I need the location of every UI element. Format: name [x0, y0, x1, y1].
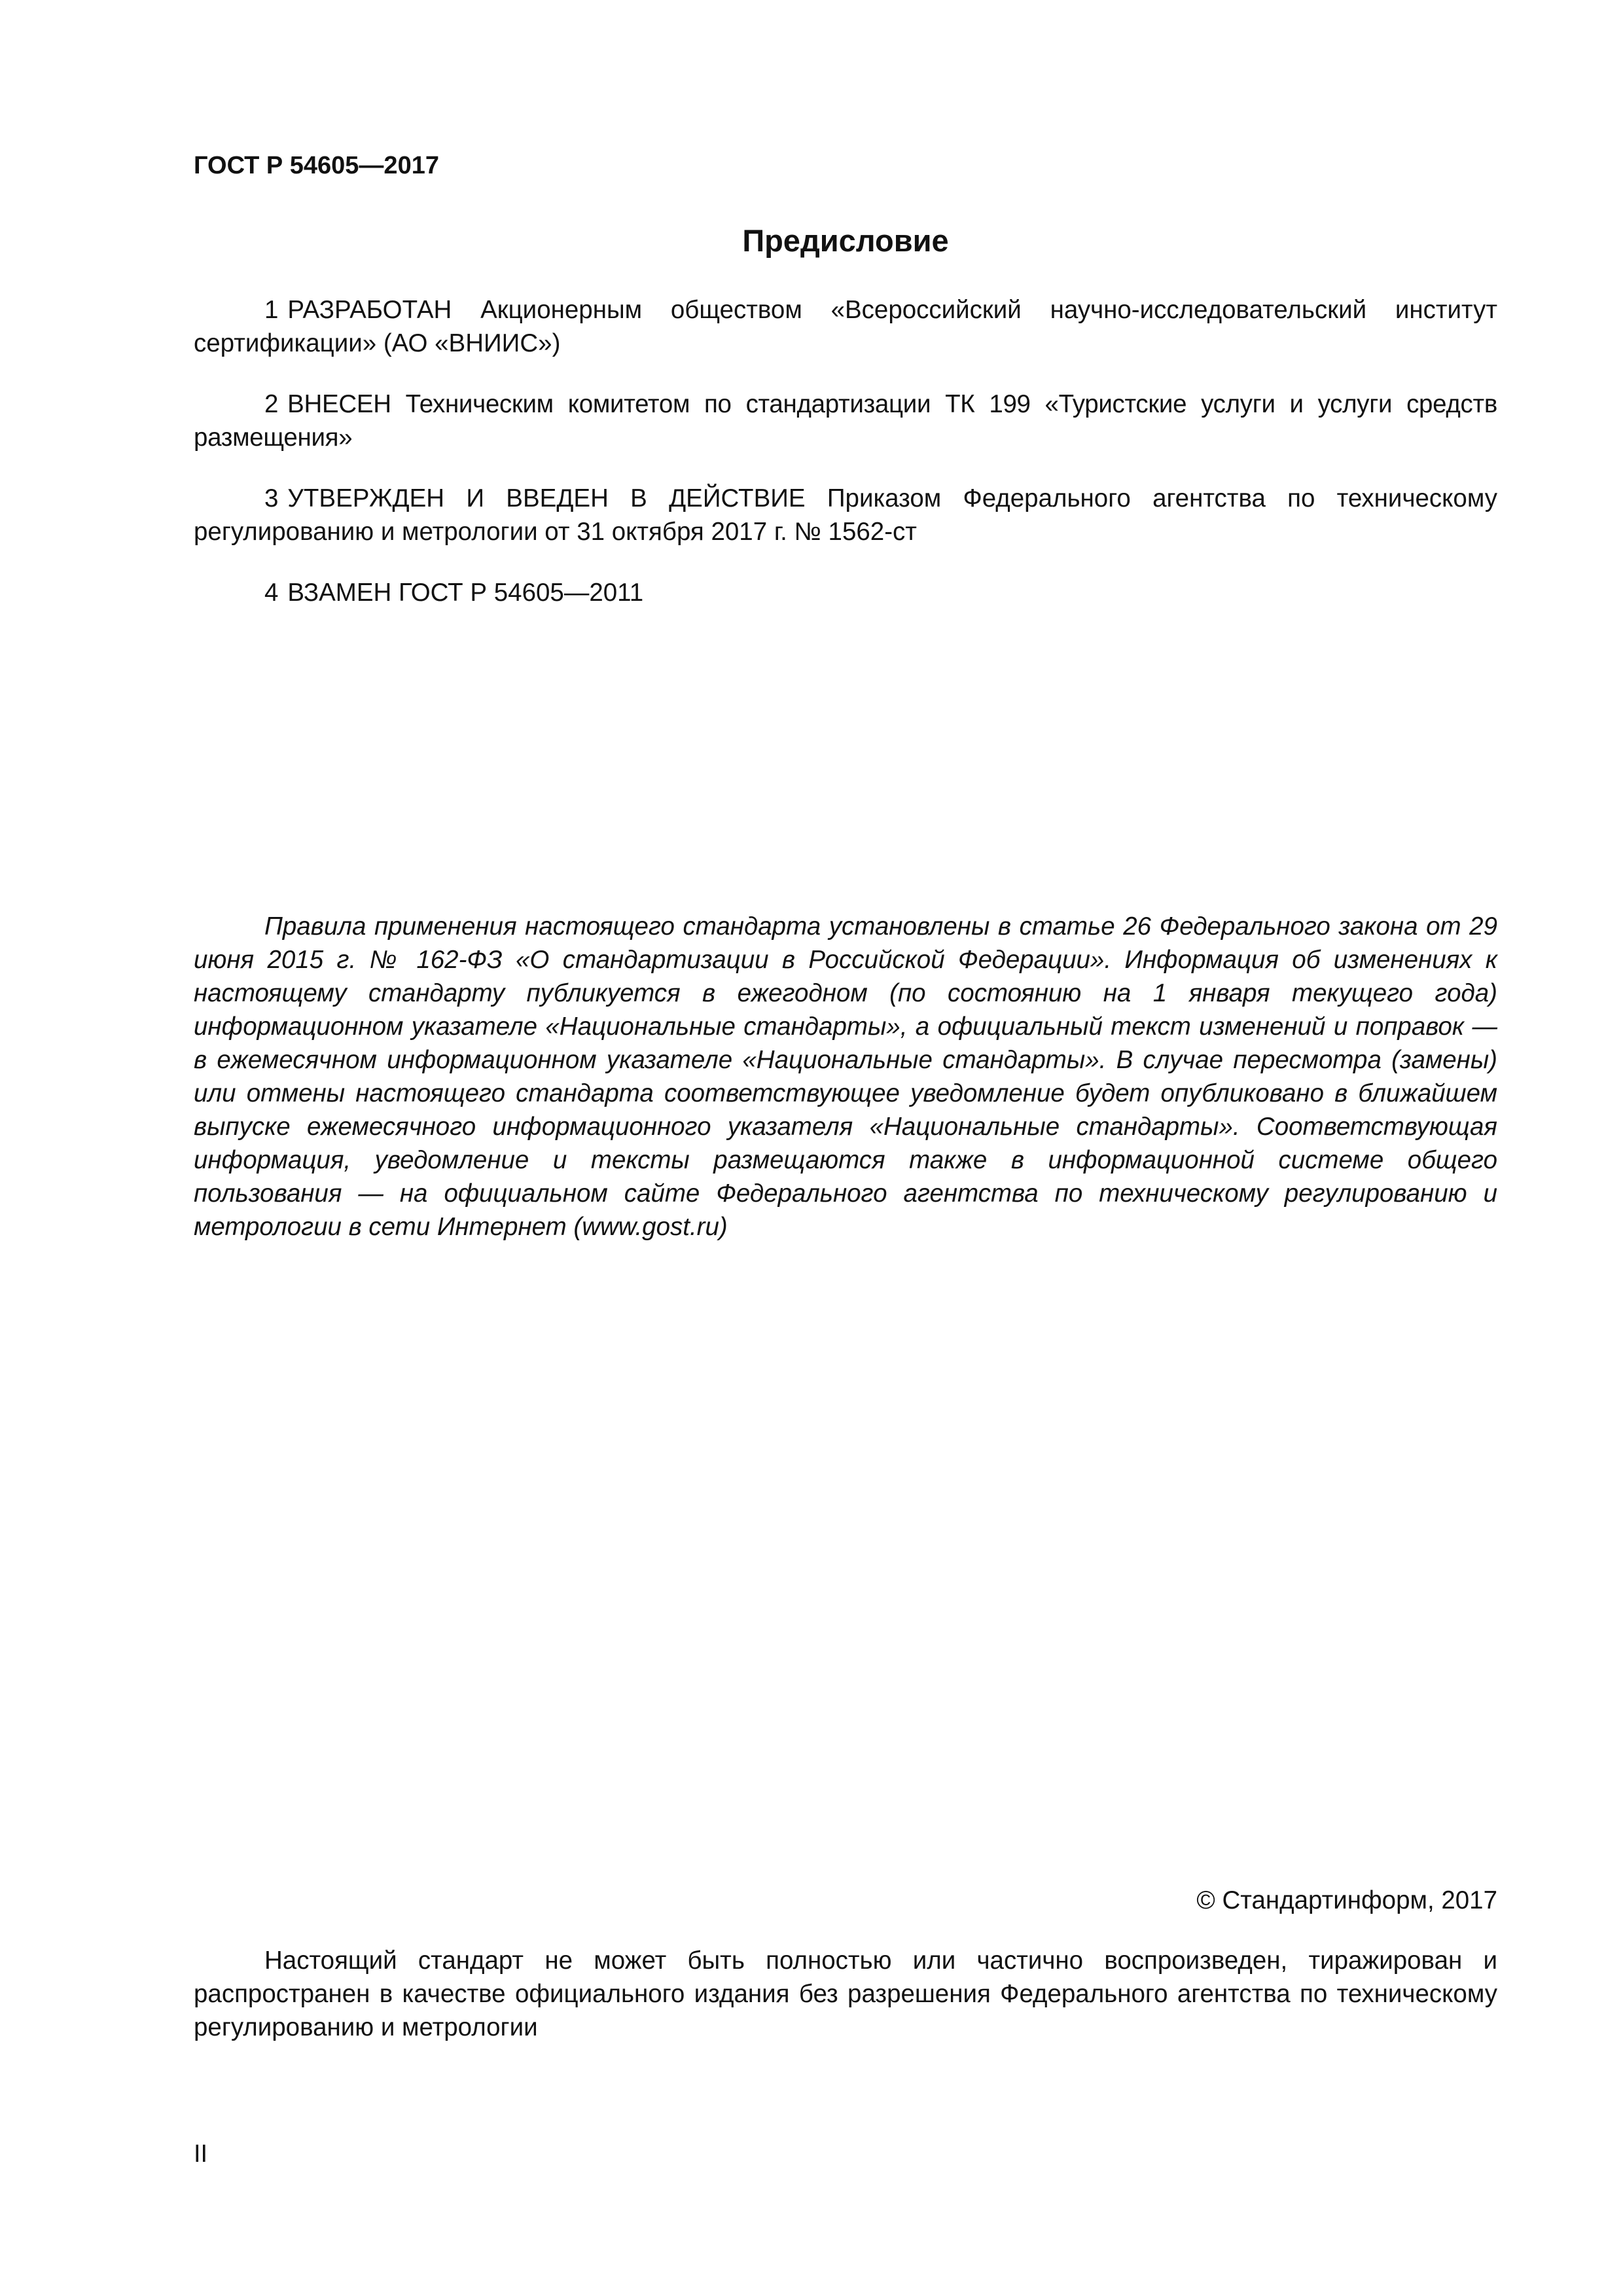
copyright-line: © Стандартинформ, 2017	[1196, 1886, 1497, 1914]
item-text: РАЗРАБОТАН Акционерным обществом «Всероссийский научно-исследовательский институт сертификации» (АО «ВНИИС»)	[194, 296, 1497, 357]
item-text: ВНЕСЕН Техническим комитетом по стандартизации ТК 199 «Туристские услуги и услуги средств размещения»	[194, 390, 1497, 452]
preface-item-1	[194, 293, 1497, 360]
item-text: УТВЕРЖДЕН И ВВЕДЕН В ДЕЙСТВИЕ Приказом Федерального агентства по техническому регулированию и метрологии от 31 октября 2017 г. № 1562-ст	[194, 484, 1497, 546]
page-title: Предисловие	[742, 223, 949, 258]
page-number: II	[194, 2140, 208, 2168]
preface-list	[194, 293, 1497, 637]
preface-item-4	[194, 576, 1497, 609]
item-number: 4	[264, 579, 279, 607]
preface-item-3	[194, 482, 1497, 548]
application-rules-notice: Правила применения настоящего стандарта установлены в статье 26 Федерального закона от 29 июня 2015 г. № 162-ФЗ «О стандартизации в Российской Федерации». Информация об изменениях к настоящему стандарту публикуется в ежегодном (по состоянию на 1 января текущего года) информационном указателе «Национальные стандарты», а официальный текст изменений и поправок — в ежемесячном информационном указателе «Национальные стандарты». В случае пересмотра (замены) или отмены настоящего стандарта соответствующее уведомление будет опубликовано в ближайшем выпуске ежемесячного информационного указателя «Национальные стандарты». Соответствующая информация, уведомление и тексты размещаются также в информационной системе общего пользования — на официальном сайте Федерального агентства по техническому регулированию и метрологии в сети Интернет (www.gost.ru)	[194, 912, 1497, 1241]
item-number: 1	[264, 296, 279, 324]
document-code: ГОСТ Р 54605—2017	[194, 152, 439, 179]
item-text: ВЗАМЕН ГОСТ Р 54605—2011	[287, 579, 644, 607]
reproduction-rights-text: Настоящий стандарт не может быть полностью или частично воспроизведен, тиражирован и распространен в качестве официального издания без разрешения Федерального агентства по техническому регулированию и метрологии	[194, 1946, 1497, 2041]
item-number: 2	[264, 390, 279, 418]
preface-item-2	[194, 387, 1497, 454]
item-number: 3	[264, 484, 279, 512]
